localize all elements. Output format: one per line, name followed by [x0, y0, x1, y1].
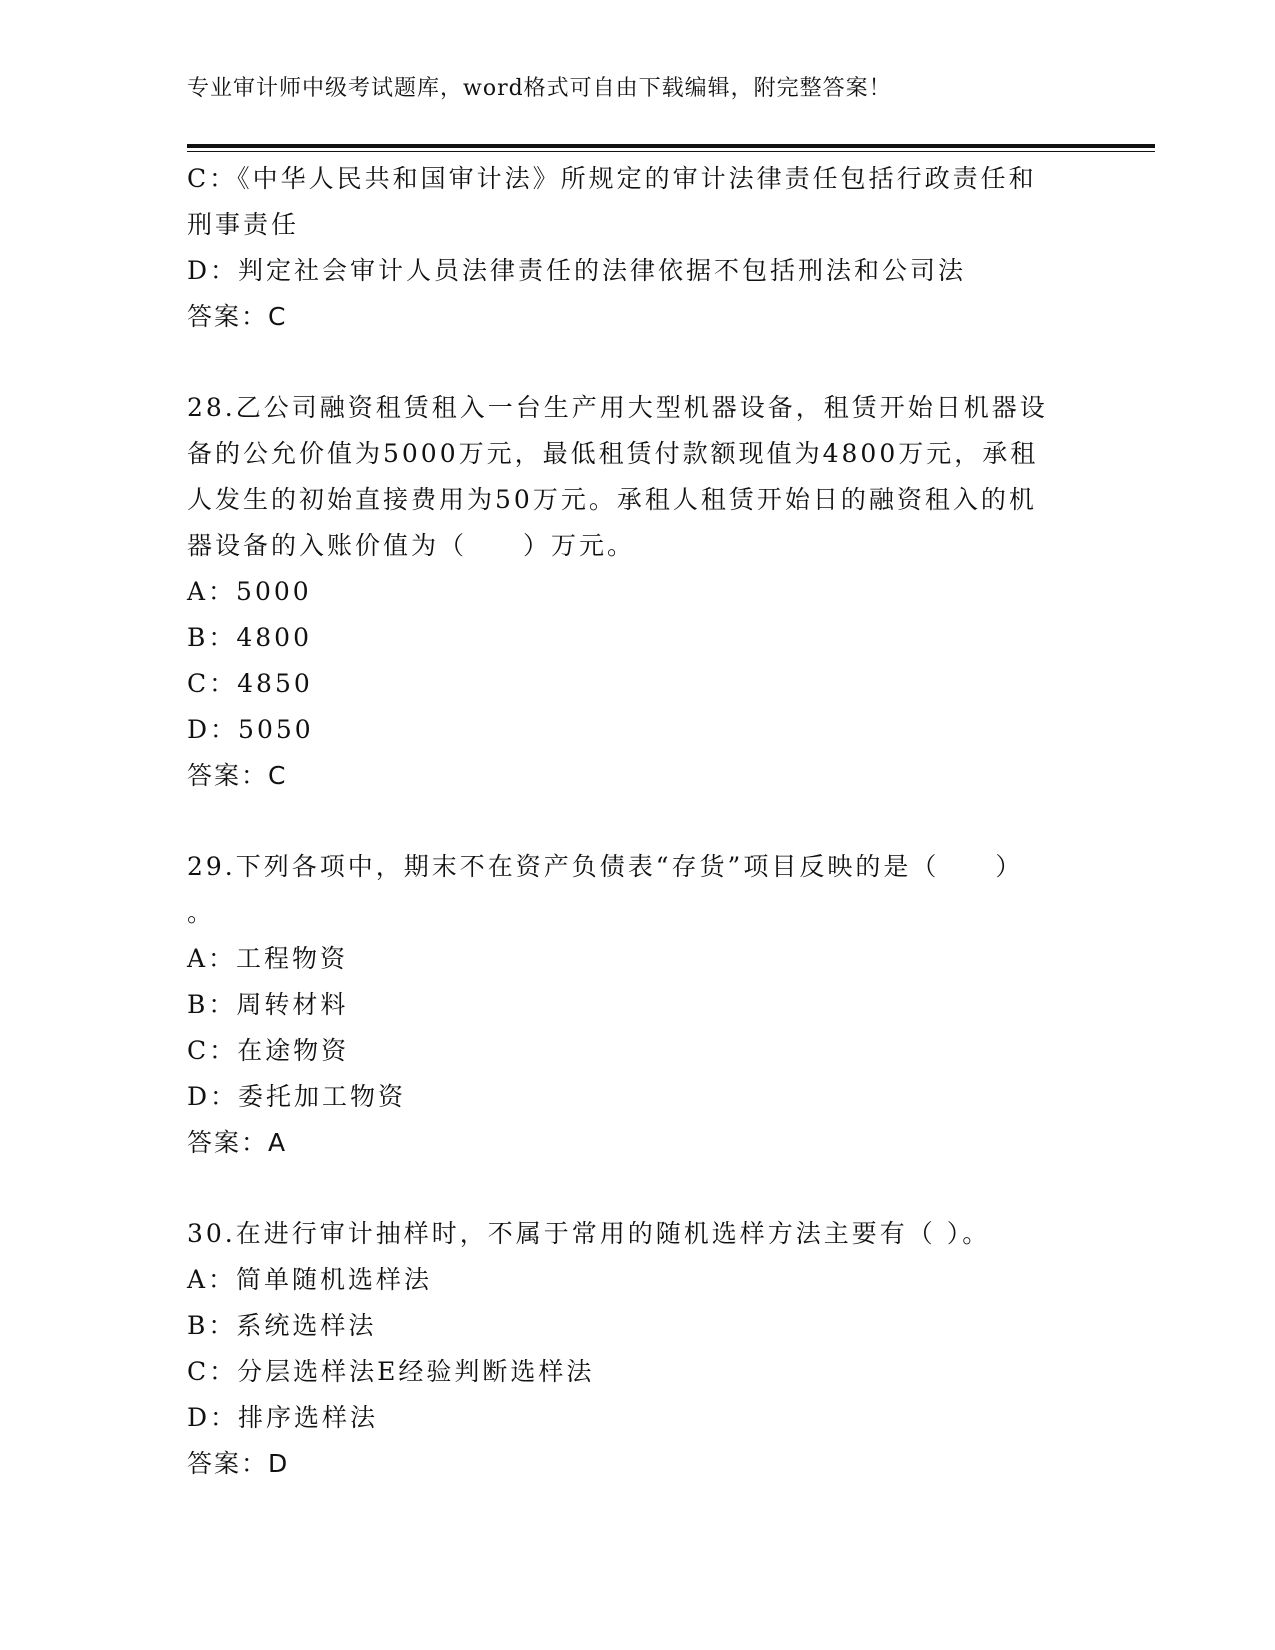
option-c: C：分层选样法E经验判断选样法	[187, 1357, 595, 1386]
option-b: B：周转材料	[187, 990, 349, 1019]
option-d: D：委托加工物资	[187, 1082, 407, 1111]
question-stem-line: 器设备的入账价值为（ ）万元。	[187, 531, 636, 560]
question-stem-line: 28.乙公司融资租赁租入一台生产用大型机器设备，租赁开始日机器设	[187, 393, 1048, 422]
answer-line: 答案：C	[187, 761, 288, 790]
option-b: B：系统选样法	[187, 1311, 377, 1340]
option-d: D：判定社会审计人员法律责任的法律依据不包括刑法和公司法	[187, 256, 967, 285]
option-a: A：5000	[187, 577, 312, 606]
prev-question-block	[187, 156, 1087, 340]
page-header: 专业审计师中级考试题库，word格式可自由下载编辑，附完整答案！	[187, 76, 892, 101]
header-rule-thick	[187, 144, 1155, 148]
question-content	[187, 156, 1087, 1487]
question-stem-line: 人发生的初始直接费用为50万元。承租人租赁开始日的融资租入的机	[187, 485, 1037, 514]
question-stem-line: 30.在进行审计抽样时，不属于常用的随机选样方法主要有（ ）。	[187, 1219, 991, 1248]
header-rule-thin	[187, 151, 1155, 152]
option-c-continued: 刑事责任	[187, 210, 300, 239]
option-b: B：4800	[187, 623, 312, 652]
question-stem-line: 。	[187, 898, 216, 927]
option-a: A：工程物资	[187, 944, 349, 973]
question-29-block	[187, 844, 1087, 1166]
question-stem-line: 备的公允价值为5000万元，最低租赁付款额现值为4800万元，承租	[187, 439, 1039, 468]
spacer	[187, 1166, 1087, 1211]
option-c: C：《中华人民共和国审计法》所规定的审计法律责任包括行政责任和	[187, 164, 1037, 193]
question-stem-line: 29.下列各项中，期末不在资产负债表“存货”项目反映的是（ ）	[187, 852, 1024, 881]
option-c: C：在途物资	[187, 1036, 350, 1065]
answer-line: 答案：C	[187, 302, 288, 331]
spacer	[187, 799, 1087, 844]
answer-line: 答案：A	[187, 1128, 288, 1157]
spacer	[187, 340, 1087, 385]
option-c: C：4850	[187, 669, 313, 698]
question-30-block	[187, 1211, 1087, 1487]
answer-line: 答案：D	[187, 1449, 290, 1478]
option-d: D：5050	[187, 715, 314, 744]
option-d: D：排序选样法	[187, 1403, 379, 1432]
question-28-block	[187, 385, 1087, 799]
option-a: A：简单随机选样法	[187, 1265, 433, 1294]
